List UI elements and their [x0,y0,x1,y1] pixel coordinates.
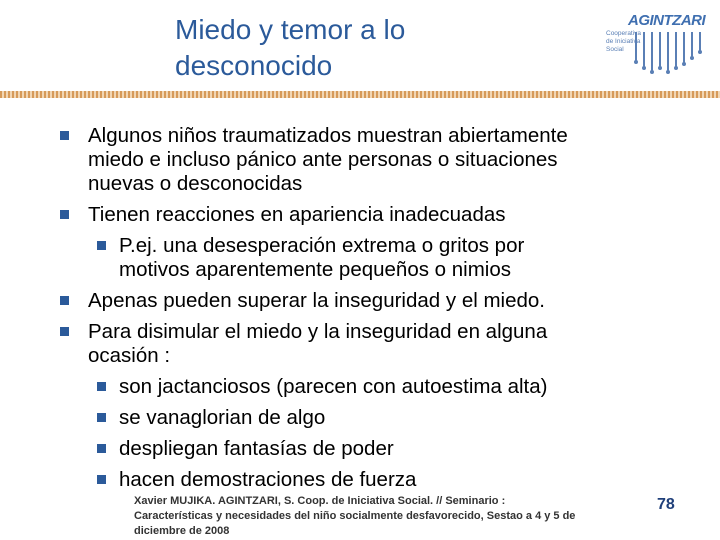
slide-title [175,12,575,84]
bullet-item [0,320,720,368]
bullet-item [0,234,720,282]
logo-tagline-line-1: Cooperativa [606,30,642,37]
bullet-text-line: son jactanciosos (parecen con autoestima alta) [119,375,548,398]
logo-tagline-line-2: de Iniciativa [606,38,641,45]
bullet-text-line: hacen demostraciones de fuerza [119,468,417,491]
bullet-text-line: ocasión : [88,344,171,367]
bullet-item [0,124,720,196]
bullet-item [0,468,720,492]
bullet-square-icon [97,241,106,250]
footer-line-2: Características y necesidades del niño socialmente desfavorecido, Sestao a 4 y 5 de [134,510,576,522]
logo-name: AGINTZARI [628,12,706,29]
bullet-square-icon [60,296,69,305]
bullet-text-line: despliegan fantasías de poder [119,437,394,460]
bullet-text-line: se vanaglorian de algo [119,406,326,429]
bullet-square-icon [97,413,106,422]
bullet-square-icon [97,444,106,453]
bullet-square-icon [97,475,106,484]
bullet-list [0,124,720,499]
bullet-item [0,406,720,430]
title-divider [0,91,720,98]
bullet-text-line: Algunos niños traumatizados muestran abiertamente [88,124,568,147]
bullet-text-line: Apenas pueden superar la inseguridad y el miedo. [88,289,545,312]
bullet-square-icon [60,210,69,219]
bullet-square-icon [97,382,106,391]
footer-line-1: Xavier MUJIKA. AGINTZARI, S. Coop. de Iniciativa Social. // Seminario : [134,495,506,507]
bullet-text-line: motivos aparentemente pequeños o nimios [119,258,512,281]
bullet-text-line: nuevas o desconocidas [88,172,303,195]
agintzari-logo [598,10,708,80]
bullet-text-line: P.ej. una desesperación extrema o gritos por [119,234,525,257]
slide-title-line-1: Miedo y temor a lo [175,14,406,45]
logo-bars-icon [632,28,704,76]
slide-footer [134,494,634,539]
page-number: 78 [657,496,675,513]
bullet-square-icon [60,327,69,336]
bullet-text-line: Tienen reacciones en apariencia inadecuadas [88,203,506,226]
bullet-text-line: Para disimular el miedo y la inseguridad en alguna [88,320,548,343]
bullet-item [0,375,720,399]
bullet-text-line: miedo e incluso pánico ante personas o situaciones [88,148,558,171]
logo-tagline-line-3: Social [606,46,624,53]
bullet-item [0,203,720,227]
bullet-item [0,437,720,461]
slide-title-line-2: desconocido [175,50,333,81]
bullet-square-icon [60,131,69,140]
footer-line-3: diciembre de 2008 [134,525,230,537]
bullet-item [0,289,720,313]
